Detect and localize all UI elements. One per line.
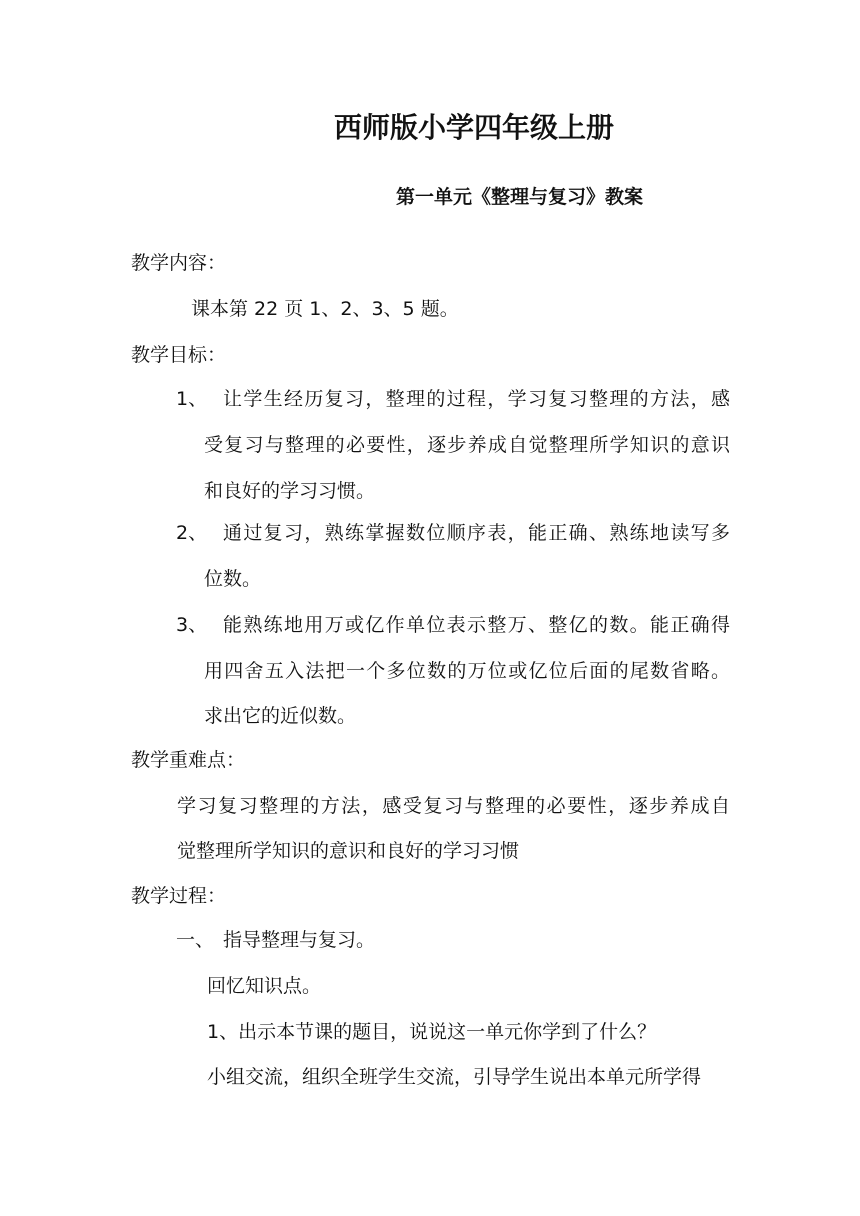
goal-text-line: 让学生经历复习，整理的过程，学习复习整理的方法，感 (223, 388, 730, 410)
content-heading: 教学内容： (131, 252, 227, 274)
recall-text: 回忆知识点。 (207, 975, 322, 997)
step-number: 一、 (176, 929, 215, 951)
key-points-line: 学习复习整理的方法，感受复习与整理的必要性，逐步养成自 (177, 795, 730, 817)
goal-text-line: 位数。 (204, 568, 262, 590)
goal-number: 3、 (176, 614, 208, 636)
key-points-heading: 教学重难点： (131, 749, 246, 771)
document-subtitle: 第一单元《整理与复习》教案 (396, 186, 644, 208)
process-item: 1、出示本节课的题目，说说这一单元你学到了什么？ (207, 1021, 657, 1043)
goal-text-line: 和良好的学习习惯。 (204, 480, 376, 502)
goal-text-line: 通过复习，熟练掌握数位顺序表，能正确、熟练地读写多 (223, 522, 730, 544)
goal-number: 1、 (176, 388, 208, 410)
goals-heading: 教学目标： (131, 344, 227, 366)
goal-text-line: 求出它的近似数。 (204, 705, 357, 727)
goal-number: 2、 (176, 522, 208, 544)
document-title: 西师版小学四年级上册 (334, 111, 615, 144)
key-points-line: 觉整理所学知识的意识和良好的学习习惯 (177, 840, 520, 862)
goal-text-line: 用四舍五入法把一个多位数的万位或亿位后面的尾数省略。 (204, 660, 730, 682)
step-text: 指导整理与复习。 (223, 929, 376, 951)
content-text: 课本第 22 页 1、2、3、5 题。 (191, 298, 459, 320)
goal-text-line: 能熟练地用万或亿作单位表示整万、整亿的数。能正确得 (223, 614, 730, 636)
goal-text-line: 受复习与整理的必要性，逐步养成自觉整理所学知识的意识 (204, 434, 730, 456)
process-item-description: 小组交流，组织全班学生交流，引导学生说出本单元所学得 (207, 1066, 702, 1088)
process-heading: 教学过程： (131, 885, 227, 907)
